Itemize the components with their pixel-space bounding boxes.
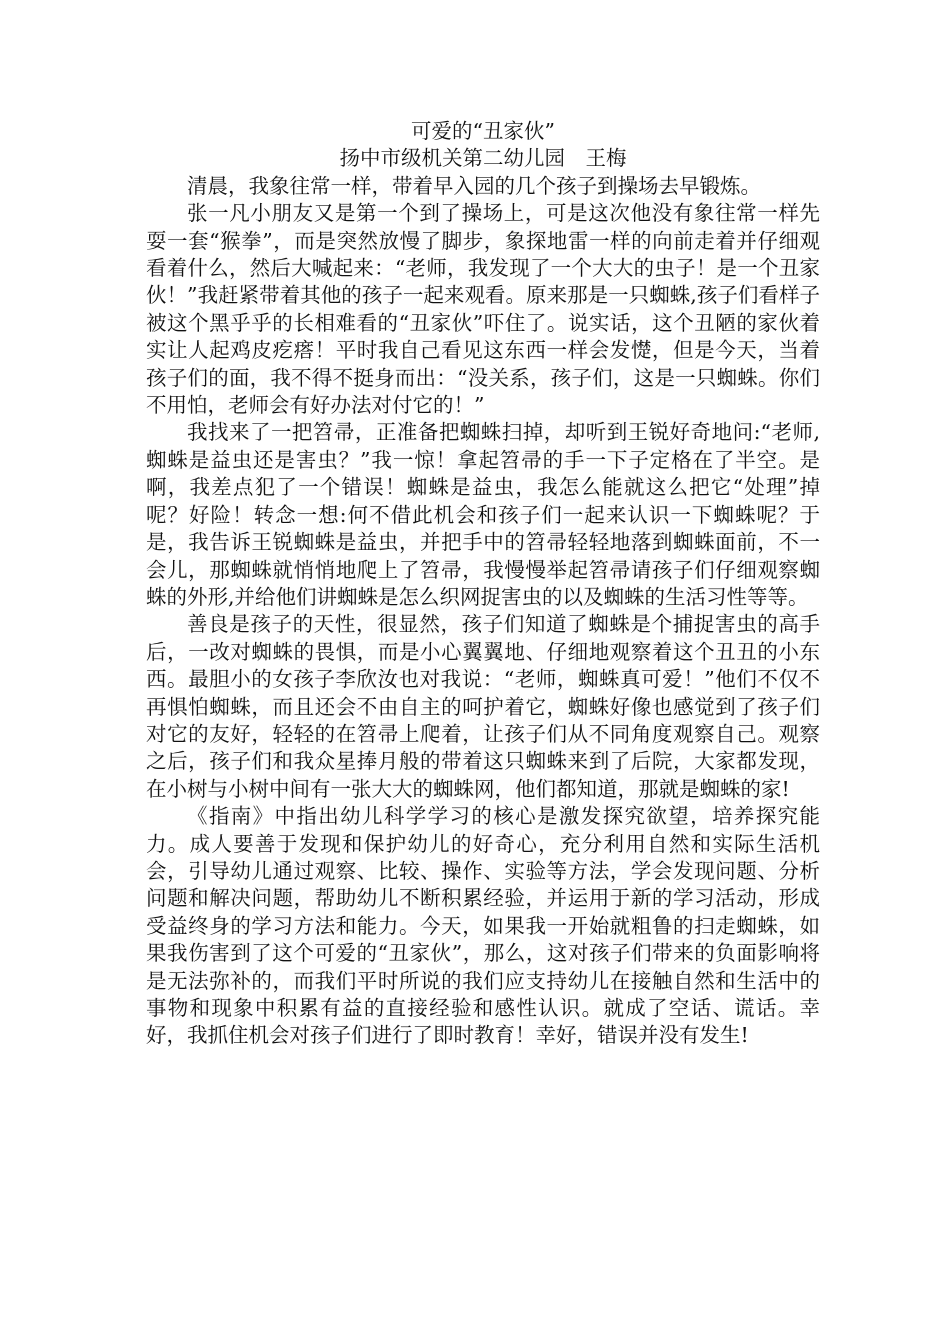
- paragraph-3: 我找来了一把笤帚，正准备把蜘蛛扫掉，却听到王锐好奇地问:“老师,蜘蛛是益虫还是害虫？”我一惊！拿起笤帚的手一下子定格在了半空。是啊，我差点犯了一个错误！蜘蛛是益虫，我怎么能就这么把它“处理”掉呢？好险！转念一想:何不借此机会和孩子们一起来认识一下蜘蛛呢？于是，我告诉王锐蜘蛛是益虫，并把手中的笤帚轻轻地落到蜘蛛面前，不一会儿，那蜘蛛就悄悄地爬上了笤帚，我慢慢举起笤帚请孩子们仔细观察蜘蛛的外形,并给他们讲蜘蛛是怎么织网捉害虫的以及蜘蛛的生活习性等等。: [146, 420, 820, 609]
- document-author: 扬中市级机关第二幼儿园 王梅: [339, 146, 627, 171]
- paragraph-4: 善良是孩子的天性，很显然，孩子们知道了蜘蛛是个捕捉害虫的高手后，一改对蜘蛛的畏惧，而是小心翼翼地、仔细地观察着这个丑丑的小东西。最胆小的女孩子李欣汝也对我说：“老师，蜘蛛真可爱！”他们不仅不再惧怕蜘蛛，而且还会不由自主的呵护着它，蜘蛛好像也感觉到了孩子们对它的友好，轻轻的在笤帚上爬着，让孩子们从不同角度观察自己。观察之后，孩子们和我众星捧月般的带着这只蜘蛛来到了后院，大家都发现，在小树与小树中间有一张大大的蜘蛛网，他们都知道，那就是蜘蛛的家!: [146, 612, 820, 801]
- paragraph-1: 清晨，我象往常一样，带着早入园的几个孩子到操场去早锻炼。: [187, 173, 761, 198]
- paragraph-2: 张一凡小朋友又是第一个到了操场上，可是这次他没有象往常一样先耍一套“猴拳”，而是突然放慢了脚步，象探地雷一样的向前走着并仔细观看着什么，然后大喊起来：“老师，我发现了一个大大的虫子！是一个丑家伙！”我赶紧带着其他的孩子一起来观看。原来那是一只蜘蛛,孩子们看样子被这个黑乎乎的长相难看的“丑家伙”吓住了。说实话，这个丑陋的家伙着实让人起鸡皮疙瘩！平时我自己看见这东西一样会发憷，但是今天，当着孩子们的面，我不得不挺身而出：“没关系，孩子们，这是一只蜘蛛。你们不用怕，老师会有好办法对付它的！”: [146, 201, 820, 418]
- document-title: 可爱的“丑家伙”: [411, 119, 555, 143]
- document-page: [146, 118, 820, 1050]
- paragraph-5: 《指南》中指出幼儿科学学习的核心是激发探究欲望，培养探究能力。成人要善于发现和保护幼儿的好奇心，充分利用自然和实际生活机会，引导幼儿通过观察、比较、操作、实验等方法，学会发现问题、分析问题和解决问题，帮助幼儿不断积累经验，并运用于新的学习活动，形成受益终身的学习方法和能力。今天，如果我一开始就粗鲁的扫走蜘蛛，如果我伤害到了这个可爱的“丑家伙”，那么，这对孩子们带来的负面影响将是无法弥补的，而我们平时所说的我们应支持幼儿在接触自然和生活中的事物和现象中积累有益的直接经验和感性认识。就成了空话、谎话。幸好，我抓住机会对孩子们进行了即时教育！幸好，错误并没有发生!: [146, 804, 820, 1048]
